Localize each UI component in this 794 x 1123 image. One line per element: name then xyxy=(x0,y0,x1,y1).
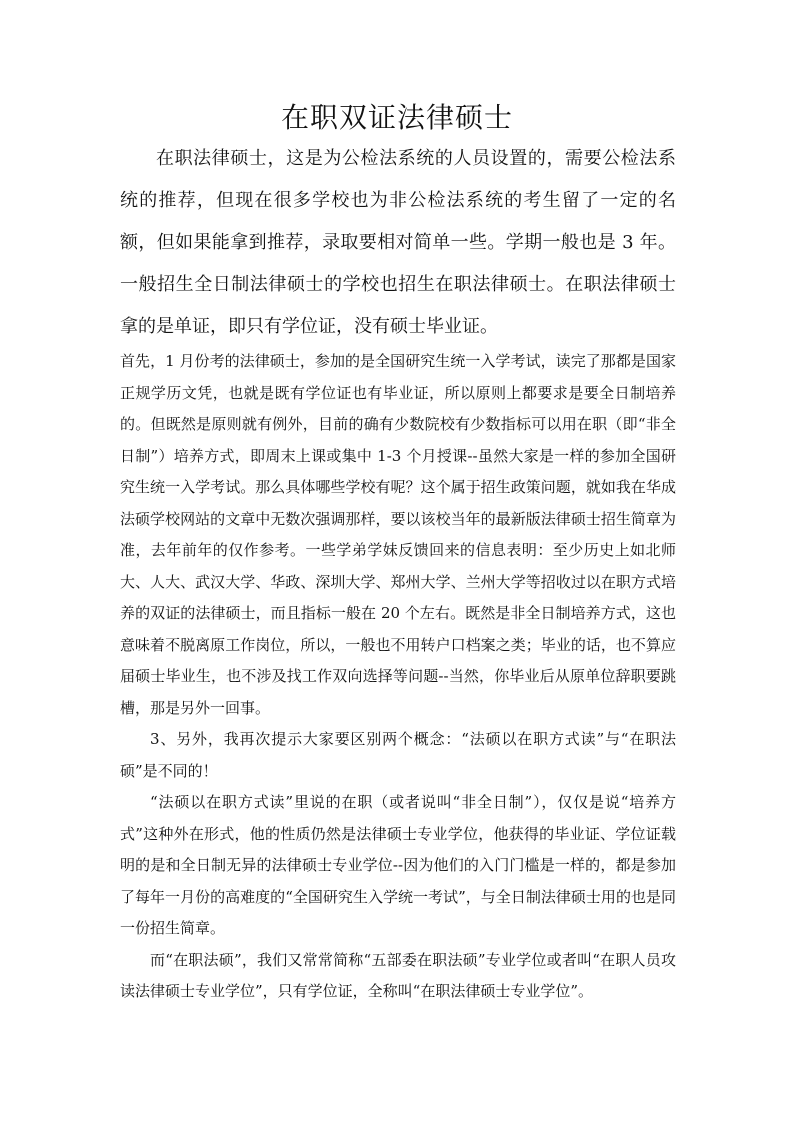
body-paragraph-1: 首先，1 月份考的法律硕士，参加的是全国研究生统一入学考试，读完了那都是国家正规学历文凭，也就是既有学位证也有毕业证，所以原则上都要求是要全日制培养的。但既然是原则就有例外，目前的确有少数院校有少数指标可以用在职（即“非全日制”）培养方式，即周末上课或集中 1-3 个月授课--虽然大家是一样的参加全国研究生统一入学考试。那么具体哪些学校有呢？这个属于招生政策问题，就如我在华成法硕学校网站的文章中无数次强调那样，要以该校当年的最新版法律硕士招生简章为准，去年前年的仅作参考。一些学弟学妹反馈回来的信息表明：至少历史上如北师大、人大、武汉大学、华政、深圳大学、郑州大学、兰州大学等招收过以在职方式培养的双证的法律硕士，而且指标一般在 20 个左右。既然是非全日制培养方式，这也意味着不脱离原工作岗位，所以，一般也不用转户口档案之类；毕业的话，也不算应届硕士毕业生，也不涉及找工作双向选择等问题--当然，你毕业后从原单位辞职要跳槽，那是另外一回事。 xyxy=(120,352,676,717)
body-paragraph-3: “法硕以在职方式读”里说的在职（或者说叫“非全日制”），仅仅是说“培养方式”这种外在形式，他的性质仍然是法律硕士专业学位，他获得的毕业证、学位证载明的是和全日制无异的法律硕士专业学位--因为他们的入门门槛是一样的，都是参加了每年一月份的高难度的“全国研究生入学统一考试”，与全日制法律硕士用的也是同一份招生简章。 xyxy=(120,793,676,937)
document-title: 在职双证法律硕士 xyxy=(280,101,513,134)
body-paragraph-4: 而“在职法硕”，我们又常常简称“五部委在职法硕”专业学位或者叫“在职人员攻读法律硕士专业学位”，只有学位证，全称叫“在职法律硕士专业学位”。 xyxy=(120,950,676,1000)
body-text xyxy=(120,346,676,1008)
intro-paragraph: 在职法律硕士，这是为公检法系统的人员设置的，需要公检法系统的推荐，但现在很多学校也为非公检法系统的考生留了一定的名额，但如果能拿到推荐，录取要相对简单一些。学期一般也是 3 年。一般招生全日制法律硕士的学校也招生在职法律硕士。在职法律硕士拿的是单证，即只有学位证，没有硕士毕业证。 xyxy=(120,148,676,337)
body-paragraph-2: 3、另外，我再次提示大家要区别两个概念：“法硕以在职方式读”与“在职法硕”是不同的！ xyxy=(120,730,676,780)
